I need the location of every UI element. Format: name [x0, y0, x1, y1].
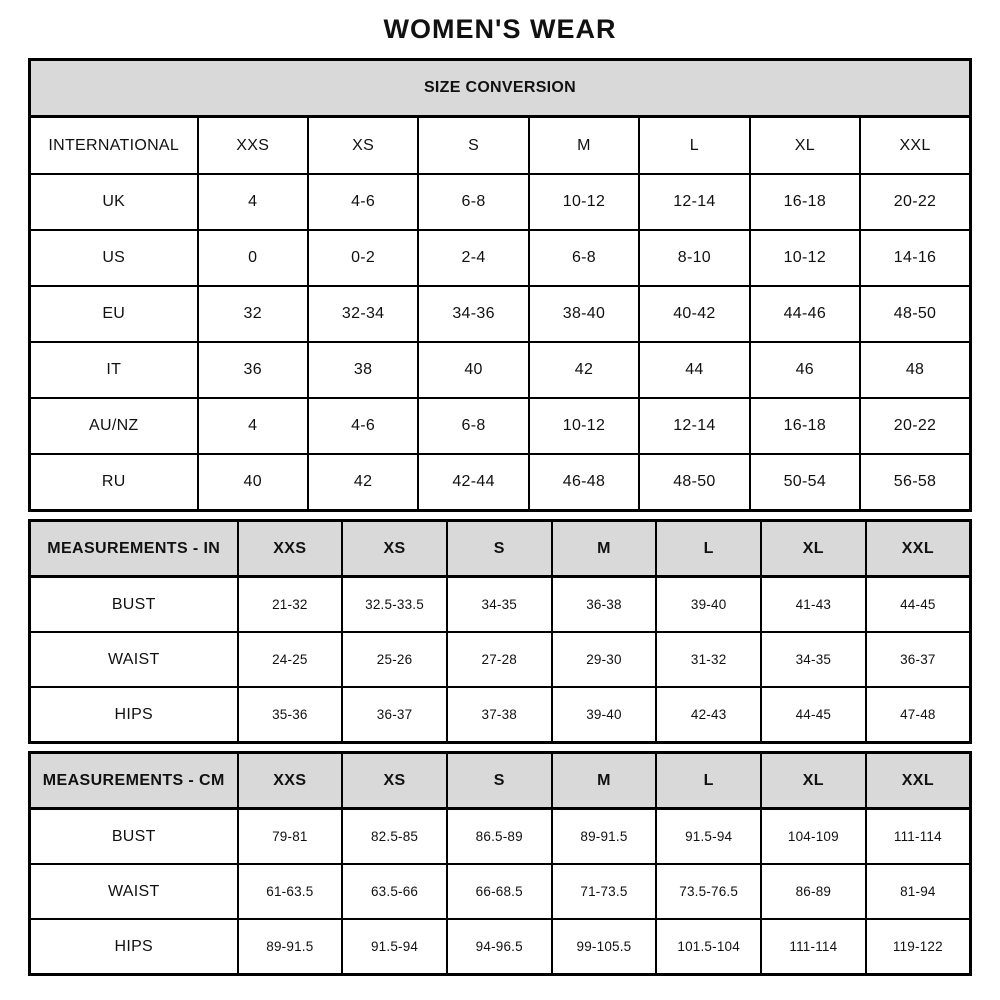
value-cell: 39-40 — [656, 577, 761, 633]
table-row — [30, 919, 971, 975]
value-cell: 99-105.5 — [552, 919, 657, 975]
header-size-cell: XXL — [860, 117, 970, 175]
value-cell: 29-30 — [552, 632, 657, 687]
value-cell: 42-44 — [418, 454, 528, 511]
value-cell: 86-89 — [761, 864, 866, 919]
value-cell: 34-35 — [447, 577, 552, 633]
header-size-cell: XXL — [866, 753, 971, 809]
header-size-cell: XL — [761, 521, 866, 577]
row-label: BUST — [30, 809, 238, 865]
size-conversion-table — [28, 58, 972, 512]
value-cell: 37-38 — [447, 687, 552, 743]
table-row — [30, 632, 971, 687]
value-cell: 86.5-89 — [447, 809, 552, 865]
value-cell: 8-10 — [639, 230, 749, 286]
value-cell: 63.5-66 — [342, 864, 447, 919]
value-cell: 119-122 — [866, 919, 971, 975]
value-cell: 73.5-76.5 — [656, 864, 761, 919]
value-cell: 42 — [529, 342, 639, 398]
value-cell: 104-109 — [761, 809, 866, 865]
measurements-in-table — [28, 519, 972, 744]
value-cell: 12-14 — [639, 174, 749, 230]
value-cell: 42 — [308, 454, 418, 511]
header-size-cell: L — [656, 521, 761, 577]
table-row — [30, 864, 971, 919]
value-cell: 71-73.5 — [552, 864, 657, 919]
value-cell: 50-54 — [750, 454, 860, 511]
value-cell: 4 — [198, 174, 308, 230]
header-size-cell: L — [656, 753, 761, 809]
header-size-cell: S — [418, 117, 528, 175]
table-row — [30, 809, 971, 865]
tables-container — [28, 58, 972, 976]
value-cell: 89-91.5 — [238, 919, 343, 975]
value-cell: 6-8 — [418, 174, 528, 230]
header-size-cell: XXS — [198, 117, 308, 175]
value-cell: 35-36 — [238, 687, 343, 743]
row-label: IT — [30, 342, 198, 398]
value-cell: 48 — [860, 342, 970, 398]
value-cell: 79-81 — [238, 809, 343, 865]
value-cell: 32.5-33.5 — [342, 577, 447, 633]
value-cell: 36-37 — [866, 632, 971, 687]
value-cell: 0-2 — [308, 230, 418, 286]
value-cell: 14-16 — [860, 230, 970, 286]
value-cell: 24-25 — [238, 632, 343, 687]
value-cell: 20-22 — [860, 174, 970, 230]
value-cell: 40 — [198, 454, 308, 511]
value-cell: 40-42 — [639, 286, 749, 342]
value-cell: 48-50 — [639, 454, 749, 511]
header-label-cell: MEASUREMENTS - CM — [30, 753, 238, 809]
table-row — [30, 174, 971, 230]
value-cell: 44-45 — [866, 577, 971, 633]
value-cell: 91.5-94 — [342, 919, 447, 975]
value-cell: 82.5-85 — [342, 809, 447, 865]
row-label: HIPS — [30, 687, 238, 743]
value-cell: 6-8 — [418, 398, 528, 454]
table-row — [30, 577, 971, 633]
value-cell: 42-43 — [656, 687, 761, 743]
value-cell: 31-32 — [656, 632, 761, 687]
row-label: WAIST — [30, 864, 238, 919]
value-cell: 2-4 — [418, 230, 528, 286]
row-label: BUST — [30, 577, 238, 633]
page-title: WOMEN'S WEAR — [383, 14, 617, 44]
value-cell: 32 — [198, 286, 308, 342]
value-cell: 101.5-104 — [656, 919, 761, 975]
value-cell: 25-26 — [342, 632, 447, 687]
value-cell: 32-34 — [308, 286, 418, 342]
value-cell: 20-22 — [860, 398, 970, 454]
value-cell: 46 — [750, 342, 860, 398]
value-cell: 6-8 — [529, 230, 639, 286]
table-row — [30, 342, 971, 398]
value-cell: 40 — [418, 342, 528, 398]
header-size-cell: S — [447, 753, 552, 809]
header-size-cell: M — [529, 117, 639, 175]
value-cell: 91.5-94 — [656, 809, 761, 865]
value-cell: 36-38 — [552, 577, 657, 633]
header-size-cell: XL — [750, 117, 860, 175]
value-cell: 10-12 — [529, 398, 639, 454]
header-size-cell: XXS — [238, 753, 343, 809]
value-cell: 36 — [198, 342, 308, 398]
row-label: EU — [30, 286, 198, 342]
header-size-cell: M — [552, 521, 657, 577]
value-cell: 38 — [308, 342, 418, 398]
value-cell: 12-14 — [639, 398, 749, 454]
header-label-cell: INTERNATIONAL — [30, 117, 198, 175]
row-label: WAIST — [30, 632, 238, 687]
value-cell: 38-40 — [529, 286, 639, 342]
value-cell: 34-35 — [761, 632, 866, 687]
value-cell: 89-91.5 — [552, 809, 657, 865]
header-size-cell: XXS — [238, 521, 343, 577]
header-row — [30, 117, 971, 175]
header-size-cell: XS — [342, 521, 447, 577]
header-size-cell: XS — [342, 753, 447, 809]
table-banner: SIZE CONVERSION — [30, 60, 971, 117]
header-row — [30, 753, 971, 809]
banner-row — [30, 60, 971, 117]
value-cell: 16-18 — [750, 174, 860, 230]
value-cell: 39-40 — [552, 687, 657, 743]
table-row — [30, 286, 971, 342]
row-label: HIPS — [30, 919, 238, 975]
value-cell: 111-114 — [761, 919, 866, 975]
value-cell: 81-94 — [866, 864, 971, 919]
value-cell: 44-46 — [750, 286, 860, 342]
header-size-cell: XXL — [866, 521, 971, 577]
value-cell: 111-114 — [866, 809, 971, 865]
value-cell: 0 — [198, 230, 308, 286]
header-label-cell: MEASUREMENTS - IN — [30, 521, 238, 577]
value-cell: 21-32 — [238, 577, 343, 633]
value-cell: 4-6 — [308, 174, 418, 230]
value-cell: 16-18 — [750, 398, 860, 454]
value-cell: 41-43 — [761, 577, 866, 633]
value-cell: 61-63.5 — [238, 864, 343, 919]
value-cell: 44 — [639, 342, 749, 398]
table-row — [30, 398, 971, 454]
value-cell: 10-12 — [750, 230, 860, 286]
value-cell: 66-68.5 — [447, 864, 552, 919]
value-cell: 10-12 — [529, 174, 639, 230]
value-cell: 56-58 — [860, 454, 970, 511]
header-size-cell: XS — [308, 117, 418, 175]
row-label: AU/NZ — [30, 398, 198, 454]
value-cell: 27-28 — [447, 632, 552, 687]
value-cell: 4-6 — [308, 398, 418, 454]
value-cell: 47-48 — [866, 687, 971, 743]
value-cell: 94-96.5 — [447, 919, 552, 975]
table-row — [30, 454, 971, 511]
header-size-cell: M — [552, 753, 657, 809]
header-size-cell: XL — [761, 753, 866, 809]
header-size-cell: L — [639, 117, 749, 175]
value-cell: 46-48 — [529, 454, 639, 511]
value-cell: 4 — [198, 398, 308, 454]
row-label: US — [30, 230, 198, 286]
row-label: UK — [30, 174, 198, 230]
measurements-cm-table — [28, 751, 972, 976]
value-cell: 48-50 — [860, 286, 970, 342]
value-cell: 34-36 — [418, 286, 528, 342]
value-cell: 36-37 — [342, 687, 447, 743]
value-cell: 44-45 — [761, 687, 866, 743]
header-row — [30, 521, 971, 577]
header-size-cell: S — [447, 521, 552, 577]
table-row — [30, 687, 971, 743]
table-row — [30, 230, 971, 286]
row-label: RU — [30, 454, 198, 511]
